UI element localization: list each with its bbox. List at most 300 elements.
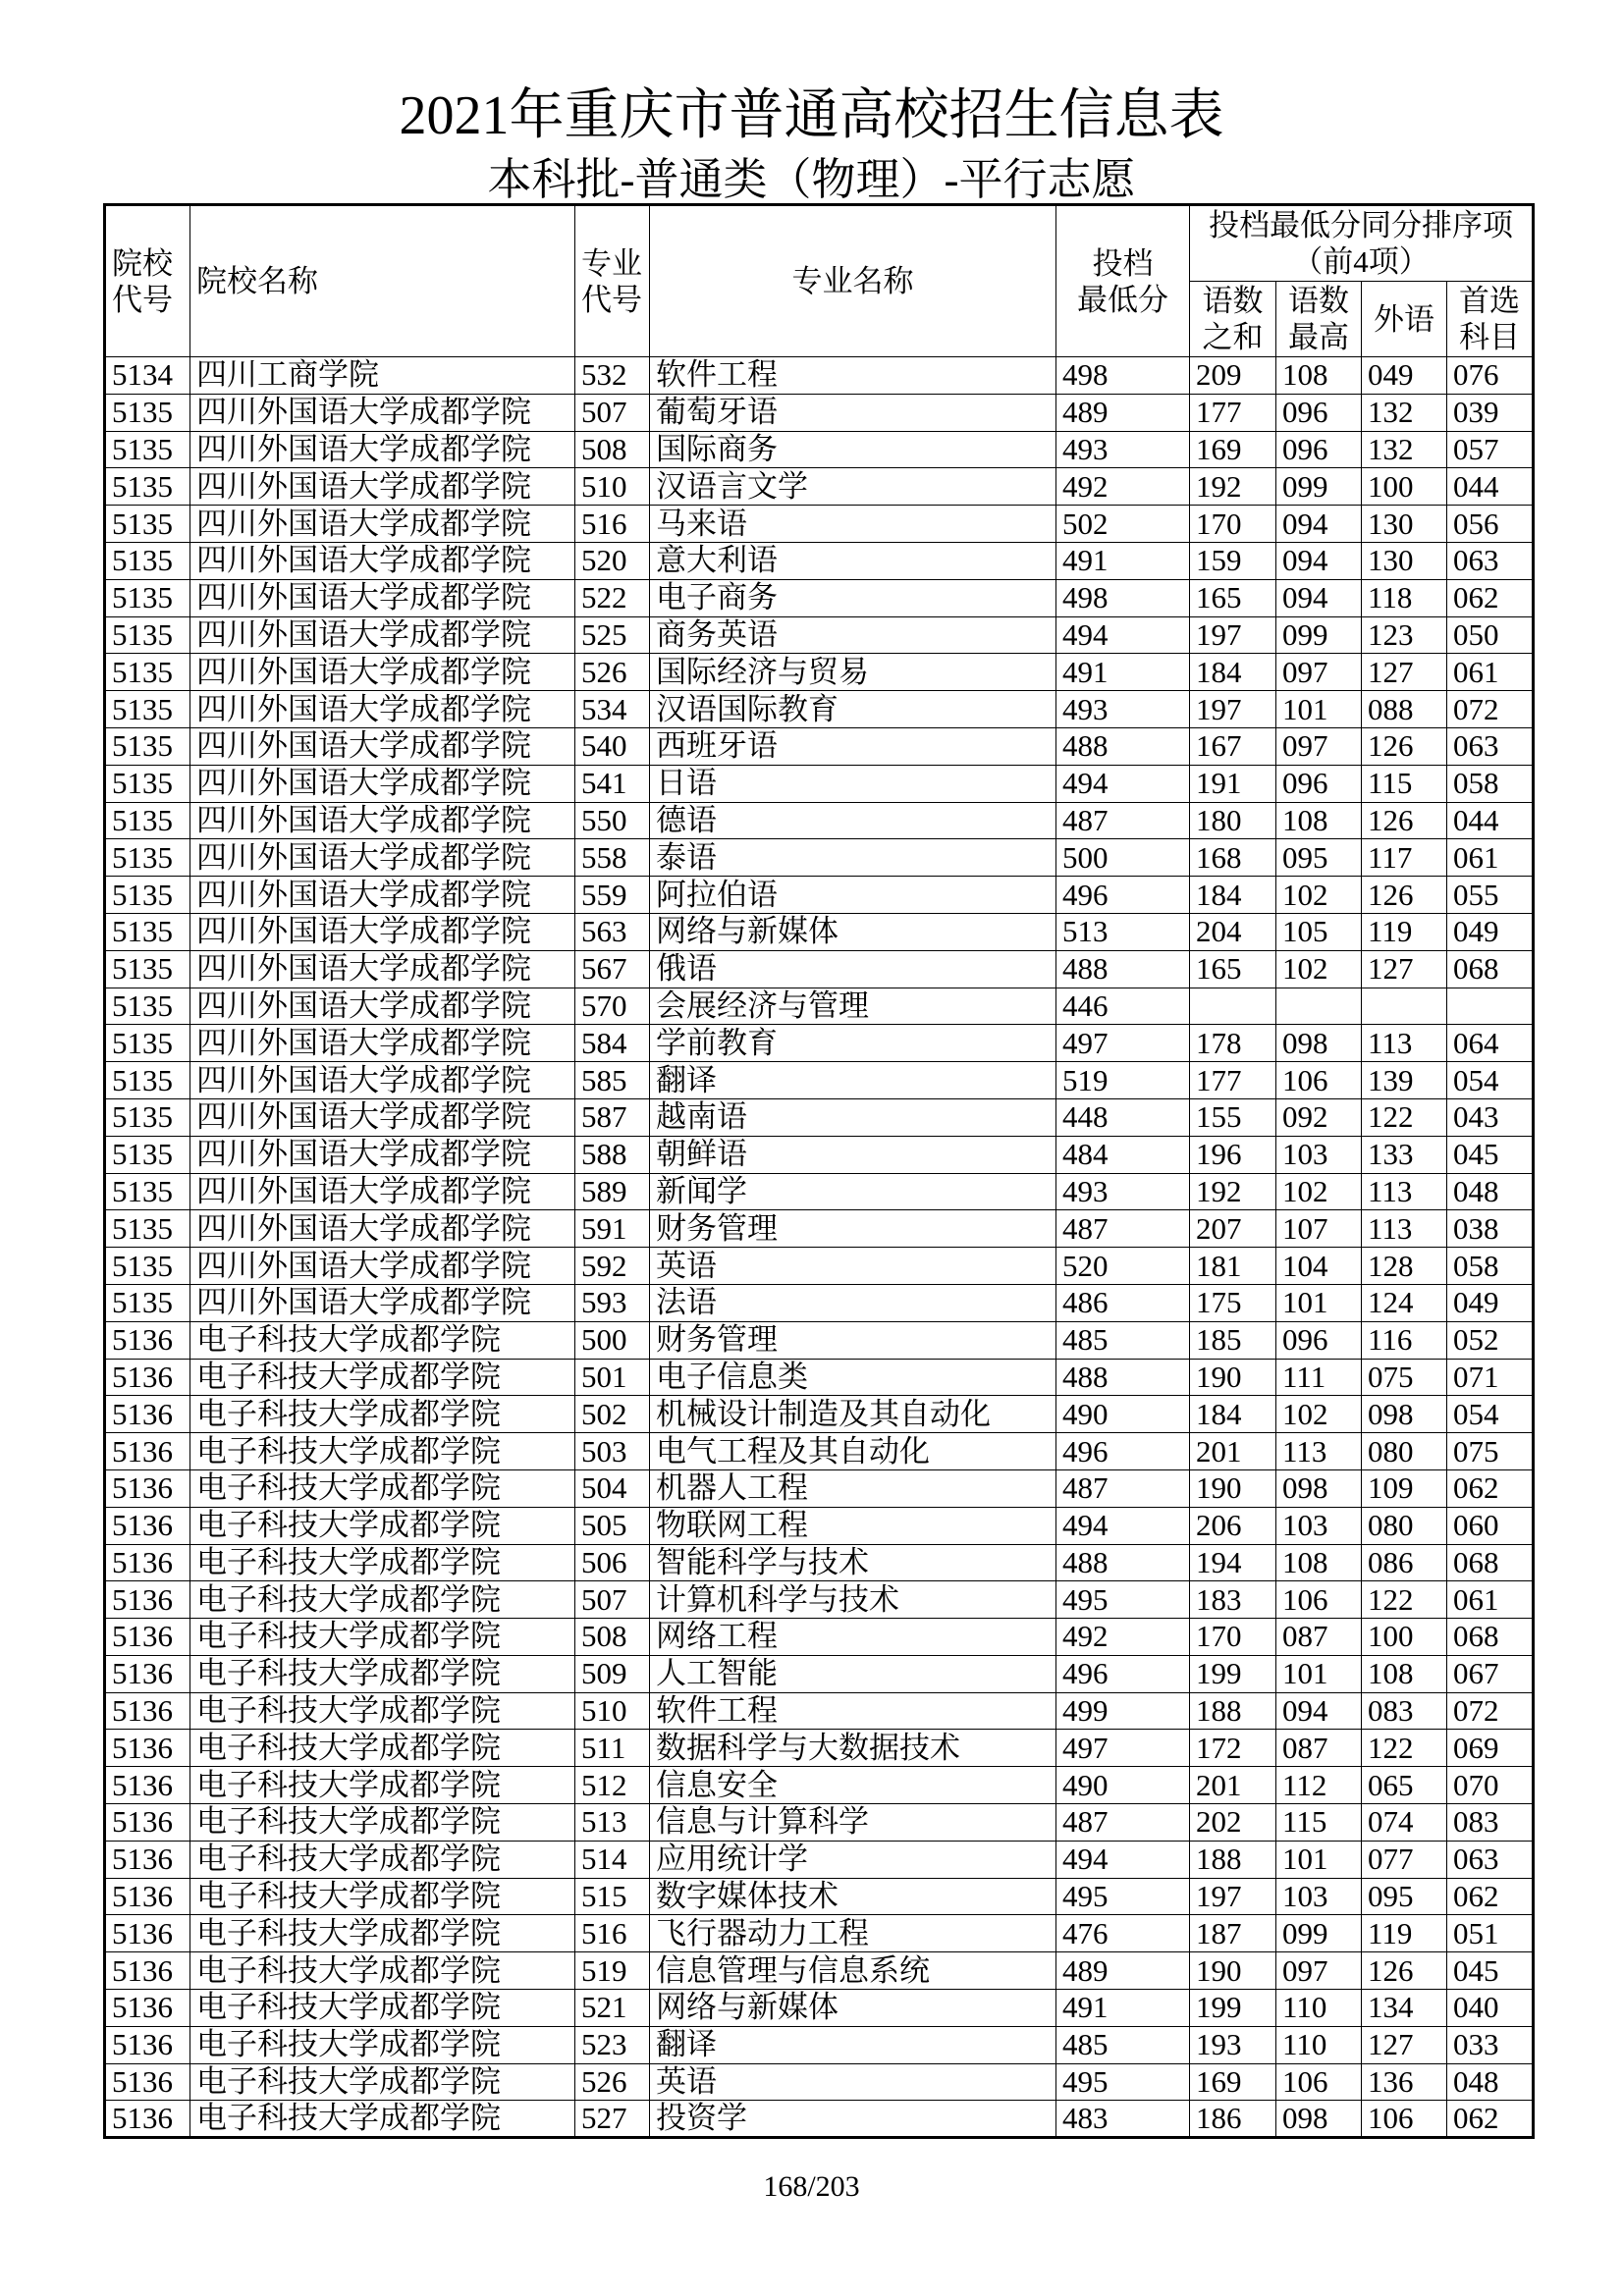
cell-chinese-math-max: 097 (1276, 1952, 1362, 1990)
cell-chinese-math-max: 108 (1276, 802, 1362, 839)
cell-major-name: 英语 (650, 2063, 1056, 2101)
cell-chinese-math-sum: 183 (1190, 1581, 1276, 1619)
cell-first-subject: 072 (1447, 1692, 1534, 1730)
cell-major-name: 国际商务 (650, 431, 1056, 468)
cell-min-score: 488 (1056, 950, 1190, 988)
cell-major-name: 西班牙语 (650, 727, 1056, 765)
table-row (105, 1321, 1534, 1359)
cell-chinese-math-sum: 177 (1190, 1062, 1276, 1099)
cell-major-code: 550 (575, 802, 650, 839)
cell-min-score: 490 (1056, 1767, 1190, 1804)
cell-foreign-language: 083 (1362, 1692, 1447, 1730)
cell-chinese-math-sum: 187 (1190, 1915, 1276, 1952)
cell-school-code: 5135 (105, 542, 190, 579)
cell-school-name: 四川外国语大学成都学院 (190, 1173, 575, 1210)
cell-min-score: 487 (1056, 802, 1190, 839)
cell-first-subject: 061 (1447, 839, 1534, 877)
cell-major-name: 泰语 (650, 839, 1056, 877)
cell-school-name: 四川外国语大学成都学院 (190, 727, 575, 765)
cell-first-subject: 048 (1447, 2063, 1534, 2101)
cell-major-name: 电子商务 (650, 579, 1056, 616)
table-row (105, 1915, 1534, 1952)
cell-chinese-math-max: 087 (1276, 1730, 1362, 1767)
page-title: 2021年重庆市普通高校招生信息表 (399, 85, 1224, 146)
table-row (105, 542, 1534, 579)
cell-chinese-math-sum: 201 (1190, 1433, 1276, 1470)
page-subtitle: 本科批-普通类（物理）-平行志愿 (487, 155, 1136, 204)
cell-school-code: 5136 (105, 1359, 190, 1396)
cell-school-name: 电子科技大学成都学院 (190, 1804, 575, 1842)
cell-school-name: 电子科技大学成都学院 (190, 1433, 575, 1470)
table-row (105, 2026, 1534, 2063)
header-first-subject (1447, 282, 1534, 357)
cell-major-code: 522 (575, 579, 650, 616)
cell-major-name: 翻译 (650, 1062, 1056, 1099)
cell-major-code: 510 (575, 468, 650, 506)
cell-first-subject: 050 (1447, 616, 1534, 654)
cell-first-subject: 048 (1447, 1173, 1534, 1210)
cell-min-score: 484 (1056, 1136, 1190, 1173)
cell-first-subject: 068 (1447, 1619, 1534, 1656)
cell-school-name: 电子科技大学成都学院 (190, 1321, 575, 1359)
cell-chinese-math-sum: 169 (1190, 2063, 1276, 2101)
cell-chinese-math-sum: 206 (1190, 1507, 1276, 1544)
table-row (105, 1990, 1534, 2027)
cell-first-subject: 061 (1447, 654, 1534, 691)
table-row (105, 1210, 1534, 1248)
cell-min-score: 492 (1056, 1619, 1190, 1656)
cell-chinese-math-max: 103 (1276, 1878, 1362, 1915)
cell-school-name: 四川外国语大学成都学院 (190, 468, 575, 506)
cell-chinese-math-max: 094 (1276, 542, 1362, 579)
cell-major-name: 马来语 (650, 506, 1056, 543)
cell-foreign-language: 132 (1362, 431, 1447, 468)
header-chinese-math-sum-line-2: 之和 (1202, 320, 1264, 354)
cell-school-code: 5134 (105, 357, 190, 395)
cell-min-score: 491 (1056, 1990, 1190, 2027)
table-row (105, 1396, 1534, 1433)
cell-first-subject: 057 (1447, 431, 1534, 468)
cell-foreign-language: 126 (1362, 727, 1447, 765)
cell-major-code: 521 (575, 1990, 650, 2027)
cell-min-score: 489 (1056, 394, 1190, 431)
cell-school-code: 5135 (105, 1062, 190, 1099)
cell-foreign-language: 123 (1362, 616, 1447, 654)
cell-major-code: 516 (575, 506, 650, 543)
cell-major-name: 飞行器动力工程 (650, 1915, 1056, 1952)
cell-major-name: 葡萄牙语 (650, 394, 1056, 431)
cell-min-score: 491 (1056, 654, 1190, 691)
cell-major-name: 朝鲜语 (650, 1136, 1056, 1173)
header-school-code (105, 205, 190, 357)
table-row (105, 1469, 1534, 1507)
cell-school-name: 电子科技大学成都学院 (190, 1655, 575, 1692)
cell-chinese-math-max (1276, 988, 1362, 1025)
cell-major-code: 527 (575, 2101, 650, 2138)
table-row (105, 1952, 1534, 1990)
cell-first-subject: 051 (1447, 1915, 1534, 1952)
cell-school-name: 四川外国语大学成都学院 (190, 988, 575, 1025)
cell-major-code: 519 (575, 1952, 650, 1990)
cell-chinese-math-sum: 175 (1190, 1284, 1276, 1321)
cell-school-code: 5136 (105, 1507, 190, 1544)
cell-school-code: 5135 (105, 727, 190, 765)
cell-min-score: 486 (1056, 1284, 1190, 1321)
cell-school-code: 5135 (105, 1210, 190, 1248)
cell-chinese-math-sum: 209 (1190, 357, 1276, 395)
cell-school-code: 5135 (105, 1025, 190, 1062)
cell-foreign-language: 122 (1362, 1098, 1447, 1136)
table-row (105, 394, 1534, 431)
cell-major-name: 数据科学与大数据技术 (650, 1730, 1056, 1767)
cell-min-score: 500 (1056, 839, 1190, 877)
cell-school-name: 电子科技大学成都学院 (190, 1841, 575, 1878)
cell-school-name: 四川外国语大学成都学院 (190, 1098, 575, 1136)
cell-min-score: 495 (1056, 2063, 1190, 2101)
cell-chinese-math-sum: 177 (1190, 394, 1276, 431)
cell-first-subject: 033 (1447, 2026, 1534, 2063)
cell-major-name: 国际经济与贸易 (650, 654, 1056, 691)
table-row (105, 1025, 1534, 1062)
cell-major-name: 汉语国际教育 (650, 691, 1056, 728)
cell-major-code: 515 (575, 1878, 650, 1915)
cell-first-subject: 063 (1447, 542, 1534, 579)
cell-chinese-math-max: 098 (1276, 2101, 1362, 2138)
cell-first-subject: 049 (1447, 1284, 1534, 1321)
table-row (105, 1804, 1534, 1842)
cell-chinese-math-max: 103 (1276, 1136, 1362, 1173)
cell-chinese-math-max: 103 (1276, 1507, 1362, 1544)
cell-foreign-language: 113 (1362, 1210, 1447, 1248)
cell-school-name: 电子科技大学成都学院 (190, 1359, 575, 1396)
cell-chinese-math-sum: 192 (1190, 1173, 1276, 1210)
table-row (105, 1098, 1534, 1136)
cell-min-score: 487 (1056, 1469, 1190, 1507)
table-row (105, 1136, 1534, 1173)
cell-chinese-math-max: 101 (1276, 1841, 1362, 1878)
cell-chinese-math-max: 094 (1276, 1692, 1362, 1730)
cell-school-code: 5136 (105, 1655, 190, 1692)
table-row (105, 1878, 1534, 1915)
cell-school-name: 电子科技大学成都学院 (190, 1767, 575, 1804)
cell-foreign-language: 080 (1362, 1507, 1447, 1544)
cell-foreign-language: 130 (1362, 506, 1447, 543)
cell-first-subject: 054 (1447, 1062, 1534, 1099)
cell-chinese-math-sum: 168 (1190, 839, 1276, 877)
cell-foreign-language: 098 (1362, 1396, 1447, 1433)
cell-chinese-math-sum: 159 (1190, 542, 1276, 579)
cell-major-name: 法语 (650, 1284, 1056, 1321)
cell-first-subject: 071 (1447, 1359, 1534, 1396)
cell-chinese-math-sum: 185 (1190, 1321, 1276, 1359)
cell-major-code: 509 (575, 1655, 650, 1692)
cell-major-name: 智能科学与技术 (650, 1544, 1056, 1581)
cell-min-score: 493 (1056, 1173, 1190, 1210)
table-header (105, 205, 1534, 357)
cell-major-name: 电子信息类 (650, 1359, 1056, 1396)
cell-first-subject: 068 (1447, 950, 1534, 988)
cell-school-name: 四川外国语大学成都学院 (190, 802, 575, 839)
table-row (105, 950, 1534, 988)
cell-min-score: 476 (1056, 1915, 1190, 1952)
cell-school-code: 5136 (105, 1469, 190, 1507)
cell-min-score: 519 (1056, 1062, 1190, 1099)
cell-min-score: 487 (1056, 1210, 1190, 1248)
cell-chinese-math-max: 094 (1276, 579, 1362, 616)
cell-first-subject: 045 (1447, 1136, 1534, 1173)
cell-min-score: 490 (1056, 1396, 1190, 1433)
cell-foreign-language: 109 (1362, 1469, 1447, 1507)
cell-major-name: 汉语言文学 (650, 468, 1056, 506)
table-row (105, 727, 1534, 765)
cell-major-code: 506 (575, 1544, 650, 1581)
cell-foreign-language: 122 (1362, 1730, 1447, 1767)
cell-chinese-math-sum: 180 (1190, 802, 1276, 839)
cell-chinese-math-max: 096 (1276, 1321, 1362, 1359)
cell-chinese-math-max: 115 (1276, 1804, 1362, 1842)
cell-min-score: 496 (1056, 877, 1190, 914)
cell-chinese-math-sum: 178 (1190, 1025, 1276, 1062)
cell-major-name: 网络与新媒体 (650, 913, 1056, 950)
cell-chinese-math-max: 096 (1276, 394, 1362, 431)
cell-foreign-language: 074 (1362, 1804, 1447, 1842)
table-row (105, 839, 1534, 877)
cell-major-name: 意大利语 (650, 542, 1056, 579)
cell-chinese-math-max: 108 (1276, 1544, 1362, 1581)
cell-min-score: 489 (1056, 1952, 1190, 1990)
cell-major-code: 514 (575, 1841, 650, 1878)
cell-school-name: 电子科技大学成都学院 (190, 1952, 575, 1990)
cell-chinese-math-sum: 184 (1190, 654, 1276, 691)
table-row (105, 357, 1534, 395)
cell-school-name: 四川外国语大学成都学院 (190, 877, 575, 914)
cell-school-name: 四川外国语大学成都学院 (190, 506, 575, 543)
cell-foreign-language: 100 (1362, 468, 1447, 506)
cell-foreign-language: 132 (1362, 394, 1447, 431)
table-row (105, 1655, 1534, 1692)
cell-chinese-math-max: 104 (1276, 1248, 1362, 1285)
cell-school-name: 电子科技大学成都学院 (190, 1990, 575, 2027)
cell-foreign-language: 116 (1362, 1321, 1447, 1359)
cell-major-name: 学前教育 (650, 1025, 1056, 1062)
cell-major-name: 人工智能 (650, 1655, 1056, 1692)
cell-first-subject: 067 (1447, 1655, 1534, 1692)
cell-chinese-math-max: 102 (1276, 1173, 1362, 1210)
cell-school-code: 5135 (105, 654, 190, 691)
cell-foreign-language: 100 (1362, 1619, 1447, 1656)
cell-min-score: 496 (1056, 1655, 1190, 1692)
cell-min-score: 497 (1056, 1025, 1190, 1062)
header-min-score-line-2: 最低分 (1077, 282, 1168, 317)
cell-school-code: 5136 (105, 1804, 190, 1842)
cell-chinese-math-max: 098 (1276, 1025, 1362, 1062)
cell-major-code: 567 (575, 950, 650, 988)
cell-first-subject: 072 (1447, 691, 1534, 728)
cell-major-code: 508 (575, 431, 650, 468)
header-chinese-math-max-line-2: 最高 (1288, 320, 1349, 354)
cell-chinese-math-sum: 191 (1190, 765, 1276, 802)
cell-foreign-language: 122 (1362, 1581, 1447, 1619)
cell-major-name: 英语 (650, 1248, 1056, 1285)
cell-first-subject: 063 (1447, 1841, 1534, 1878)
cell-school-name: 电子科技大学成都学院 (190, 1619, 575, 1656)
cell-major-code: 591 (575, 1210, 650, 1248)
cell-chinese-math-max: 108 (1276, 357, 1362, 395)
cell-school-code: 5135 (105, 1098, 190, 1136)
cell-chinese-math-sum: 190 (1190, 1359, 1276, 1396)
cell-first-subject: 049 (1447, 913, 1534, 950)
cell-chinese-math-max: 098 (1276, 1469, 1362, 1507)
cell-foreign-language: 127 (1362, 950, 1447, 988)
cell-school-code: 5136 (105, 1433, 190, 1470)
cell-chinese-math-max: 113 (1276, 1433, 1362, 1470)
cell-school-name: 四川外国语大学成都学院 (190, 616, 575, 654)
cell-school-code: 5135 (105, 839, 190, 877)
cell-major-code: 587 (575, 1098, 650, 1136)
cell-first-subject: 038 (1447, 1210, 1534, 1248)
cell-chinese-math-max: 106 (1276, 1581, 1362, 1619)
cell-foreign-language: 134 (1362, 1990, 1447, 2027)
cell-major-name: 信息安全 (650, 1767, 1056, 1804)
cell-foreign-language: 126 (1362, 877, 1447, 914)
table-row (105, 1841, 1534, 1878)
cell-min-score: 493 (1056, 431, 1190, 468)
cell-chinese-math-max: 107 (1276, 1210, 1362, 1248)
cell-school-name: 四川外国语大学成都学院 (190, 542, 575, 579)
cell-school-name: 四川外国语大学成都学院 (190, 913, 575, 950)
cell-first-subject: 039 (1447, 394, 1534, 431)
header-major-code (575, 205, 650, 357)
table-row (105, 877, 1534, 914)
cell-first-subject (1447, 988, 1534, 1025)
cell-school-name: 电子科技大学成都学院 (190, 1692, 575, 1730)
cell-major-name: 软件工程 (650, 357, 1056, 395)
cell-school-code: 5136 (105, 1581, 190, 1619)
admission-table (103, 203, 1535, 2139)
cell-foreign-language: 095 (1362, 1878, 1447, 1915)
cell-school-code: 5135 (105, 988, 190, 1025)
cell-first-subject: 063 (1447, 727, 1534, 765)
cell-chinese-math-sum: 155 (1190, 1098, 1276, 1136)
cell-chinese-math-max: 092 (1276, 1098, 1362, 1136)
cell-major-code: 559 (575, 877, 650, 914)
cell-school-name: 电子科技大学成都学院 (190, 1396, 575, 1433)
table-row (105, 1173, 1534, 1210)
cell-chinese-math-sum: 199 (1190, 1655, 1276, 1692)
cell-school-name: 电子科技大学成都学院 (190, 2101, 575, 2138)
cell-foreign-language: 119 (1362, 1915, 1447, 1952)
cell-chinese-math-sum: 192 (1190, 468, 1276, 506)
cell-min-score: 493 (1056, 691, 1190, 728)
cell-chinese-math-max: 097 (1276, 727, 1362, 765)
cell-chinese-math-sum: 170 (1190, 1619, 1276, 1656)
cell-school-code: 5135 (105, 950, 190, 988)
table-row (105, 1581, 1534, 1619)
cell-first-subject: 060 (1447, 1507, 1534, 1544)
cell-major-name: 网络工程 (650, 1619, 1056, 1656)
cell-major-code: 507 (575, 394, 650, 431)
cell-school-code: 5136 (105, 1767, 190, 1804)
cell-school-name: 四川外国语大学成都学院 (190, 950, 575, 988)
cell-min-score: 498 (1056, 579, 1190, 616)
table-row (105, 691, 1534, 728)
cell-major-code: 505 (575, 1507, 650, 1544)
cell-min-score: 499 (1056, 1692, 1190, 1730)
header-tiebreak-group (1190, 205, 1534, 282)
cell-foreign-language: 126 (1362, 802, 1447, 839)
cell-major-code: 508 (575, 1619, 650, 1656)
cell-major-code: 502 (575, 1396, 650, 1433)
cell-school-code: 5135 (105, 913, 190, 950)
cell-school-code: 5135 (105, 506, 190, 543)
table-row (105, 1248, 1534, 1285)
header-school-code-line-2: 代号 (112, 282, 173, 317)
header-min-score (1056, 205, 1190, 357)
cell-foreign-language: 075 (1362, 1359, 1447, 1396)
cell-school-code: 5136 (105, 2101, 190, 2138)
cell-school-code: 5136 (105, 1990, 190, 2027)
cell-chinese-math-max: 101 (1276, 1284, 1362, 1321)
cell-min-score: 448 (1056, 1098, 1190, 1136)
cell-school-code: 5136 (105, 1544, 190, 1581)
cell-school-code: 5136 (105, 1321, 190, 1359)
cell-major-code: 513 (575, 1804, 650, 1842)
header-school-name: 院校名称 (190, 205, 575, 357)
cell-school-code: 5135 (105, 765, 190, 802)
cell-school-name: 四川外国语大学成都学院 (190, 579, 575, 616)
cell-foreign-language: 086 (1362, 1544, 1447, 1581)
cell-major-name: 财务管理 (650, 1321, 1056, 1359)
cell-min-score: 497 (1056, 1730, 1190, 1767)
cell-first-subject: 045 (1447, 1952, 1534, 1990)
cell-school-name: 电子科技大学成都学院 (190, 2026, 575, 2063)
cell-school-name: 四川外国语大学成都学院 (190, 394, 575, 431)
cell-major-code: 558 (575, 839, 650, 877)
cell-school-name: 四川工商学院 (190, 357, 575, 395)
cell-major-name: 阿拉伯语 (650, 877, 1056, 914)
table-row (105, 913, 1534, 950)
cell-chinese-math-sum: 186 (1190, 2101, 1276, 2138)
cell-school-name: 四川外国语大学成都学院 (190, 765, 575, 802)
cell-chinese-math-max: 102 (1276, 877, 1362, 914)
table-row (105, 1730, 1534, 1767)
cell-school-name: 电子科技大学成都学院 (190, 2063, 575, 2101)
cell-first-subject: 044 (1447, 468, 1534, 506)
cell-min-score: 520 (1056, 1248, 1190, 1285)
cell-min-score: 498 (1056, 357, 1190, 395)
table-body (105, 357, 1534, 2138)
cell-min-score: 491 (1056, 542, 1190, 579)
cell-school-name: 电子科技大学成都学院 (190, 1507, 575, 1544)
table-row (105, 988, 1534, 1025)
header-chinese-math-sum (1190, 282, 1276, 357)
cell-major-name: 财务管理 (650, 1210, 1056, 1248)
cell-school-code: 5135 (105, 468, 190, 506)
cell-major-code: 534 (575, 691, 650, 728)
cell-first-subject: 070 (1447, 1767, 1534, 1804)
cell-first-subject: 062 (1447, 1878, 1534, 1915)
cell-chinese-math-max: 087 (1276, 1619, 1362, 1656)
cell-first-subject: 076 (1447, 357, 1534, 395)
cell-first-subject: 056 (1447, 506, 1534, 543)
cell-school-code: 5136 (105, 1878, 190, 1915)
cell-major-code: 523 (575, 2026, 650, 2063)
cell-school-code: 5136 (105, 1952, 190, 1990)
cell-school-name: 四川外国语大学成都学院 (190, 839, 575, 877)
cell-major-code: 525 (575, 616, 650, 654)
cell-chinese-math-max: 094 (1276, 506, 1362, 543)
cell-min-score: 485 (1056, 2026, 1190, 2063)
